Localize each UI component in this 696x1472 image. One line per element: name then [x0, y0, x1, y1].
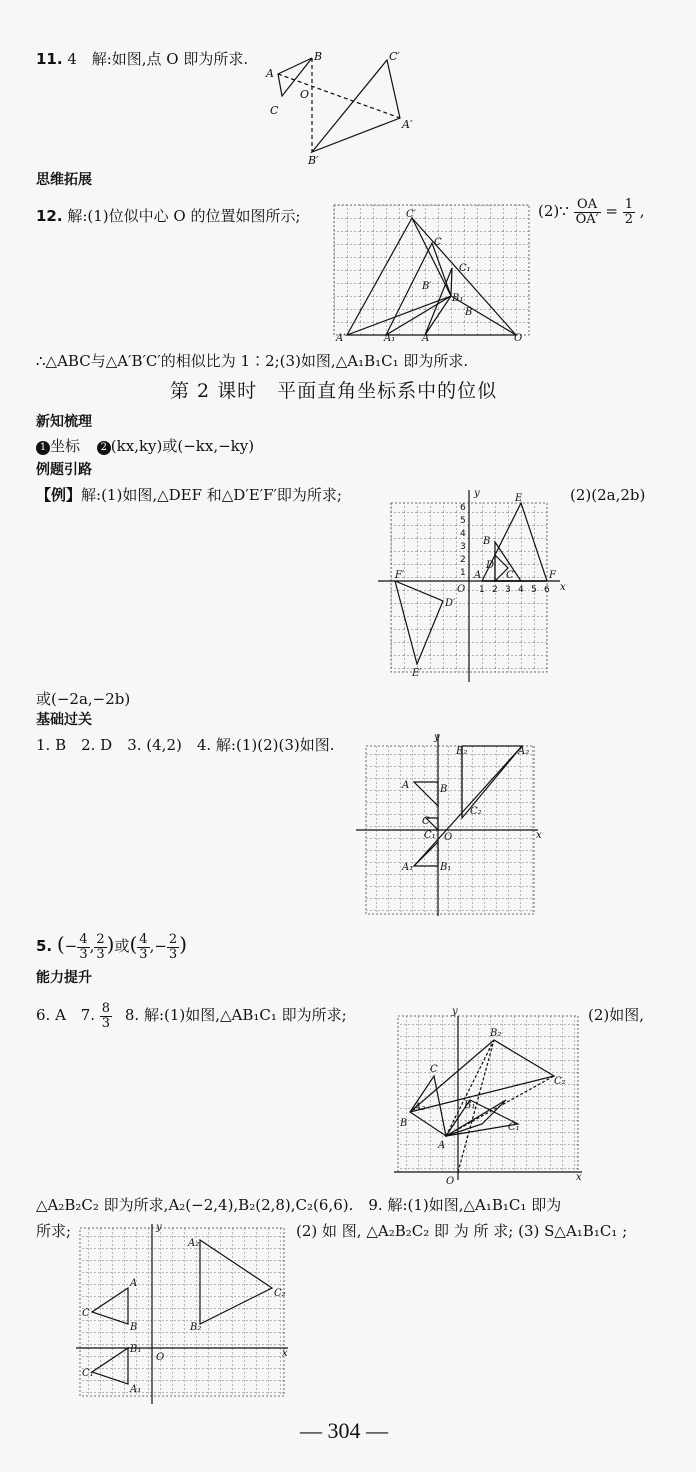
figure-12-grid	[334, 205, 530, 344]
label-C: C	[430, 1064, 438, 1075]
y-axis-label: y	[452, 1006, 458, 1017]
x-tick: 6	[544, 585, 550, 595]
answer-text: 解:如图,点 O 即为所求.	[91, 50, 249, 68]
label-C: C	[270, 104, 279, 117]
label-E: E	[515, 493, 523, 504]
label-B1: B₁	[452, 293, 464, 304]
label-D: D	[486, 560, 495, 571]
figure-4-grid	[352, 730, 552, 920]
label-C2: C₂	[274, 1288, 286, 1299]
y-tick: 3	[460, 542, 466, 552]
label-C1: C₁	[508, 1122, 520, 1133]
section-heading: 新知梳理	[36, 414, 92, 430]
denominator: 3	[79, 946, 88, 962]
answer-text: (kx,ky)或(−kx,−ky)	[110, 437, 255, 455]
problem-number: 11.	[36, 50, 63, 68]
section-heading: 思维拓展	[36, 172, 92, 188]
problem-number: 12.	[36, 207, 63, 225]
x-tick: 2	[492, 585, 498, 595]
circled-number-2: 2	[97, 441, 111, 455]
label-C: C	[434, 237, 442, 248]
numerator: 4	[79, 931, 88, 947]
answer-text: 解:(1)如图,△DEF 和△D′E′F′即为所求;	[81, 486, 342, 504]
origin-label: O	[156, 1352, 165, 1363]
example-answer	[36, 486, 342, 504]
label-B2: B₂	[490, 1028, 502, 1039]
label-B: B	[314, 50, 323, 63]
y-axis-label: y	[156, 1222, 162, 1233]
label-B: B	[483, 536, 491, 547]
fraction	[137, 933, 149, 961]
label-F-prime: F′	[395, 570, 405, 581]
problem-number: 5.	[36, 937, 53, 955]
label-A-prime: A′	[336, 333, 346, 344]
origin-label: O	[444, 832, 453, 843]
label-C-prime: C′	[389, 50, 400, 63]
answer-text: 坐标	[50, 437, 81, 455]
label-C1: C₁	[82, 1368, 94, 1379]
label-A1: A₁	[130, 1384, 142, 1395]
label-C1: C₁	[459, 263, 471, 274]
label-E-prime: E′	[412, 668, 422, 679]
label-B1: B₁	[464, 1100, 476, 1111]
lesson-title: 第 2 课时 平面直角坐标系中的位似	[170, 380, 498, 402]
equals-sign: =	[605, 202, 618, 221]
fraction	[94, 933, 106, 961]
label-D-prime: D′	[445, 598, 456, 609]
label-A: A	[422, 333, 430, 344]
answer-8-line2: △A₂B₂C₂ 即为所求,A₂(−2,4),B₂(2,8),C₂(6,6). 9. 解:(1)如图,△A₁B₁C₁ 即为	[36, 1196, 562, 1214]
numerator: 4	[139, 931, 148, 947]
fraction-8-3	[100, 1002, 112, 1030]
problem-12-part2	[538, 198, 645, 226]
label-C: C	[506, 570, 514, 581]
knowledge-line	[36, 437, 254, 455]
x-tick: 1	[479, 585, 485, 595]
x-axis-label: x	[536, 830, 542, 841]
label-A: A	[130, 1278, 138, 1289]
example-answer-part2: (2)(2a,2b)	[570, 486, 646, 504]
label-C: C	[422, 816, 430, 827]
numerator: OA	[574, 198, 601, 213]
problem-5: 5. (− $\frac{4}{3}$ , $\frac{2}{3}$ )或( $\frac{4}{3}$ ,− $\frac{2}{3}$ )	[36, 931, 188, 962]
x-axis-label: x	[560, 582, 566, 593]
problem-11	[36, 50, 248, 68]
section-heading: 例题引路	[36, 462, 92, 478]
label-A2: A₂	[414, 1102, 426, 1113]
y-tick: 5	[460, 516, 466, 526]
label-C2: C₂	[470, 806, 482, 817]
answer-9-line-b: (2) 如 图, △A₂B₂C₂ 即 为 所 求; (3) S△A₁B₁C₁ ;	[296, 1222, 628, 1240]
numerator: 1	[624, 197, 633, 212]
label-A1: A₁	[384, 333, 396, 344]
x-axis-label: x	[576, 1172, 582, 1183]
label-A2: A₂	[188, 1238, 200, 1249]
label-O: O	[514, 333, 523, 344]
answer-6: 6. A	[36, 1006, 66, 1025]
denominator: 2	[624, 211, 633, 227]
denominator: 3	[139, 946, 148, 962]
answer-value: 4	[67, 50, 77, 68]
figure-11	[262, 48, 422, 168]
section-heading: 基础过关	[36, 712, 92, 728]
example-tag: 【例】	[36, 486, 82, 504]
numerator: 8	[101, 1001, 111, 1016]
denominator: 3	[101, 1015, 111, 1031]
basic-answers: 1. B 2. D 3. (4,2) 4. 解:(1)(2)(3)如图.	[36, 736, 335, 754]
denominator: 3	[96, 946, 105, 962]
because-text: (2)∵	[538, 202, 569, 221]
label-B: B	[465, 307, 473, 318]
label-O: O	[300, 88, 310, 101]
label-B2: B₂	[190, 1322, 202, 1333]
section-heading: 能力提升	[36, 970, 92, 986]
label-A: A	[474, 570, 482, 581]
circled-number-1: 1	[36, 441, 50, 455]
y-tick: 6	[460, 503, 466, 513]
denominator: 3	[168, 946, 178, 962]
page-number-value: 304	[327, 1418, 361, 1443]
figure-8-grid	[394, 1006, 594, 1187]
example-figure-grid	[378, 486, 578, 686]
x-tick: 4	[518, 585, 524, 595]
answer-9-line-a: 所求;	[36, 1222, 72, 1240]
label-C: C	[82, 1308, 90, 1319]
y-tick: 2	[460, 555, 466, 565]
comma: ,	[639, 202, 645, 221]
answer-8-part2: (2)如图,	[588, 1006, 645, 1024]
fraction	[167, 933, 179, 961]
y-tick: 1	[460, 568, 466, 578]
denominator: OA′	[575, 211, 599, 227]
fraction-one-half	[623, 198, 635, 226]
label-A: A	[402, 780, 410, 791]
label-B: B	[400, 1118, 408, 1129]
x-tick: 5	[531, 585, 537, 595]
origin-label: O	[457, 584, 466, 595]
label-A1: A₁	[402, 862, 414, 873]
label-B: B	[440, 784, 448, 795]
problem-12	[36, 207, 301, 225]
y-axis-label: y	[474, 488, 480, 499]
label-B: B	[130, 1322, 138, 1333]
label-A: A	[438, 1140, 446, 1151]
label-A2: A₂	[518, 746, 530, 757]
label-C-prime: C′	[406, 209, 416, 220]
y-tick: 4	[460, 529, 466, 539]
label-B-prime: B′	[308, 154, 319, 167]
label-B-prime: B′	[422, 281, 432, 292]
figure-9-grid	[76, 1224, 292, 1410]
label-A: A	[266, 67, 274, 80]
or-text: 或	[114, 937, 130, 955]
label-A-prime: A′	[402, 118, 413, 131]
page-number: — 304 —	[300, 1418, 388, 1443]
x-axis-label: x	[282, 1348, 288, 1359]
answer-text: 解:(1)位似中心 O 的位置如图所示;	[67, 207, 301, 225]
ability-answers	[36, 1002, 347, 1030]
label-B2: B₂	[456, 746, 468, 757]
numerator: 2	[96, 931, 105, 947]
problem-12-line2: ∴△ABC与△A′B′C′的相似比为 1∶2;(3)如图,△A₁B₁C₁ 即为所求.	[36, 352, 469, 370]
answer-8: 8. 解:(1)如图,△AB₁C₁ 即为所求;	[124, 1006, 347, 1025]
numerator: 2	[168, 931, 178, 947]
fraction	[77, 933, 89, 961]
origin-label: O	[446, 1176, 455, 1187]
answer-7-number: 7.	[80, 1006, 96, 1025]
label-F: F	[549, 570, 556, 581]
label-B1: B₁	[130, 1344, 142, 1355]
example-answer-cont: 或(−2a,−2b)	[36, 690, 131, 708]
label-C1: C₁	[424, 830, 436, 841]
x-tick: 3	[505, 585, 511, 595]
label-C2: C₂	[554, 1076, 566, 1087]
label-B1: B₁	[440, 862, 452, 873]
y-axis-label: y	[434, 732, 440, 743]
fraction-OA-OA-prime	[574, 198, 601, 226]
